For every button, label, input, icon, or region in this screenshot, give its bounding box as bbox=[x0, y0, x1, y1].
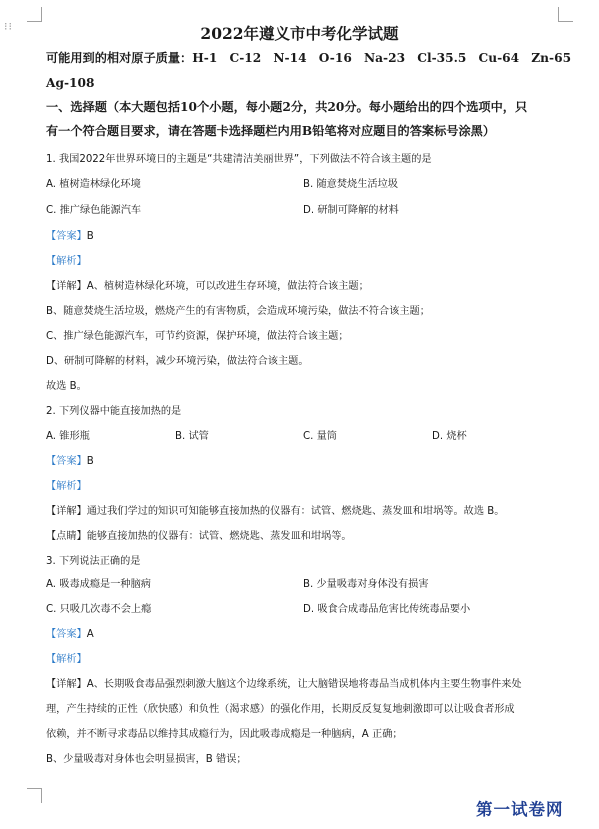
question-1-conclusion: 故选 B。 bbox=[46, 381, 87, 392]
question-3-detail-line-4: B、少量吸毒对身体也会明显损害，B 错误； bbox=[46, 754, 247, 765]
question-3-analysis-tag: 【解析】 bbox=[46, 654, 87, 665]
corner-mark-top-right bbox=[558, 7, 573, 22]
point-tag: 【点睛】 bbox=[46, 531, 87, 542]
question-3-detail-line-1 bbox=[46, 678, 522, 691]
drag-handle-icon[interactable]: ⁝⁝ bbox=[4, 20, 13, 33]
question-1-option-b: B. 随意焚烧生活垃圾 bbox=[303, 179, 398, 190]
question-2-stem: 2. 下列仪器中能直接加热的是 bbox=[46, 406, 182, 417]
question-1-detail-line-4: D、研制可降解的材料，减少环境污染，做法符合该主题。 bbox=[46, 356, 309, 367]
question-1-stem: 1. 我国2022年世界环境日的主题是“共建清洁美丽世界”，下列做法不符合该主题的是 bbox=[46, 154, 432, 165]
question-1-analysis-tag: 【解析】 bbox=[46, 256, 87, 267]
question-1-option-c: C. 推广绿色能源汽车 bbox=[46, 205, 142, 216]
question-1-option-d: D. 研制可降解的材料 bbox=[303, 205, 399, 216]
answer-tag: 【答案】 bbox=[46, 231, 87, 242]
question-1-answer bbox=[46, 230, 94, 243]
question-2-option-b: B. 试管 bbox=[175, 431, 209, 442]
detail-tag: 【详解】 bbox=[46, 679, 87, 690]
question-1-detail-line-3: C、推广绿色能源汽车，可节约资源，保护环境，做法符合该主题； bbox=[46, 331, 349, 342]
page-title: 2022年遵义市中考化学试题 bbox=[200, 24, 399, 43]
question-3-option-a: A. 吸毒成瘾是一种脑病 bbox=[46, 579, 151, 590]
answer-tag: 【答案】 bbox=[46, 629, 87, 640]
question-1-option-a: A. 植树造林绿化环境 bbox=[46, 179, 141, 190]
question-3-option-b: B. 少量吸毒对身体没有损害 bbox=[303, 579, 429, 590]
atomic-mass-line-2: Ag-108 bbox=[46, 76, 95, 90]
question-3-detail-line-3: 依赖，并不断寻求毒品以维持其成瘾行为，因此吸毒成瘾是一种脑病，A 正确； bbox=[46, 729, 403, 740]
question-3-answer bbox=[46, 628, 94, 641]
answer-value: B bbox=[86, 456, 94, 467]
detail-text: A、植树造林绿化环境，可以改进生存环境，做法符合该主题； bbox=[86, 281, 369, 292]
question-2-point bbox=[46, 530, 352, 543]
detail-tag: 【详解】 bbox=[46, 506, 87, 517]
answer-value: B bbox=[86, 231, 94, 242]
corner-mark-top-left bbox=[27, 7, 42, 22]
question-2-detail bbox=[46, 505, 504, 518]
question-3-option-d: D. 吸食合成毒品危害比传统毒品要小 bbox=[303, 604, 471, 615]
corner-mark-bottom-left bbox=[27, 788, 42, 803]
question-2-option-d: D. 烧杯 bbox=[432, 431, 467, 442]
point-text: 能够直接加热的仪器有：试管、燃烧匙、蒸发皿和坩埚等。 bbox=[86, 531, 352, 542]
answer-value: A bbox=[86, 629, 94, 640]
question-2-analysis-tag: 【解析】 bbox=[46, 481, 87, 492]
detail-text: 通过我们学过的知识可知能够直接加热的仪器有：试管、燃烧匙、蒸发皿和坩埚等。故选 B。 bbox=[86, 506, 505, 517]
question-3-detail-line-2: 理，产生持续的正性（欣快感）和负性（渴求感）的强化作用，长期反反复复地刺激即可以让吸食者形成 bbox=[46, 704, 515, 715]
question-3-option-c: C. 只吸几次毒不会上瘾 bbox=[46, 604, 152, 615]
answer-tag: 【答案】 bbox=[46, 456, 87, 467]
question-1-detail-line-2: B、随意焚烧生活垃圾，燃烧产生的有害物质，会造成环境污染，做法不符合该主题； bbox=[46, 306, 430, 317]
question-2-option-c: C. 量筒 bbox=[303, 431, 337, 442]
question-2-option-a: A. 锥形瓶 bbox=[46, 431, 90, 442]
site-watermark: 第一试卷网 bbox=[476, 800, 564, 819]
question-2-answer bbox=[46, 455, 94, 468]
question-3-stem: 3. 下列说法正确的是 bbox=[46, 556, 141, 567]
atomic-mass-line-1: 可能用到的相对原子质量：H-1 C-12 N-14 O-16 Na-23 Cl-35.5 Cu-64 Zn-65 bbox=[46, 51, 572, 65]
detail-text: A、长期吸食毒品强烈刺激大脑这个边缘系统，让大脑错误地将毒品当成机体内主要生物事件来处 bbox=[86, 679, 522, 690]
section-heading-line-2: 有一个符合题目要求，请在答题卡选择题栏内用B铅笔将对应题目的答案标号涂黑） bbox=[46, 124, 496, 138]
detail-tag: 【详解】 bbox=[46, 281, 87, 292]
question-1-detail-line-1 bbox=[46, 280, 369, 293]
section-heading-line-1: 一、选择题（本大题包括10个小题，每小题2分，共20分。每小题给出的四个选项中，只 bbox=[46, 100, 528, 114]
